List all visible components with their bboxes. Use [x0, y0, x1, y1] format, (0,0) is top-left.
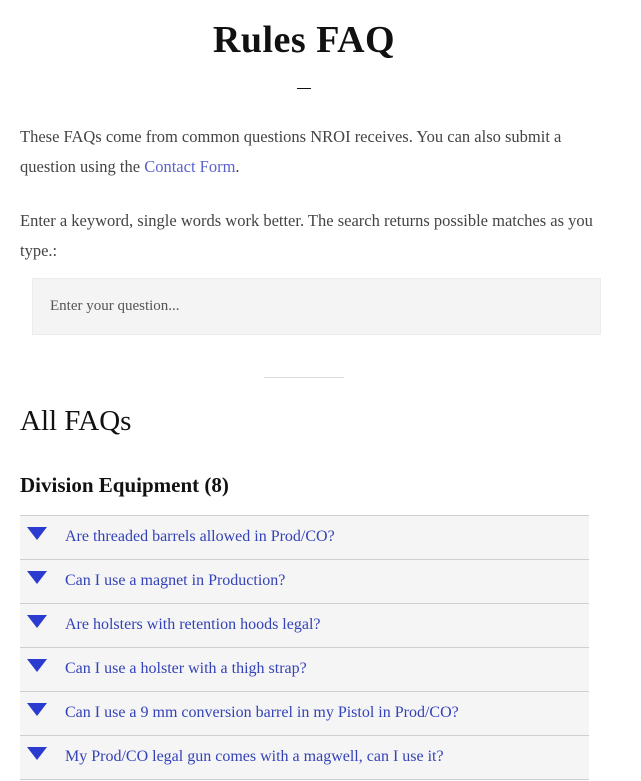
- caret-down-icon: [27, 571, 47, 584]
- caret-down-icon: [27, 659, 47, 672]
- faq-item[interactable]: [20, 648, 589, 692]
- faq-question[interactable]: Can I use a holster with a thigh strap?: [65, 660, 307, 677]
- faq-question[interactable]: Are holsters with retention hoods legal?: [65, 616, 321, 633]
- intro-text: These FAQs come from common questions NROI receives. You can also submit a question using the: [20, 127, 562, 176]
- section-divider: [264, 377, 344, 378]
- faq-question[interactable]: Are threaded barrels allowed in Prod/CO?: [65, 528, 335, 545]
- page-title: Rules FAQ: [212, 19, 396, 61]
- search-instructions: Enter a keyword, single words work better. The search returns possible matches as you type.:: [20, 211, 593, 260]
- caret-down-icon: [27, 703, 47, 716]
- all-faqs-heading: All FAQs: [20, 405, 132, 437]
- caret-down-icon: [27, 747, 47, 760]
- category-heading: Division Equipment (8): [20, 473, 229, 497]
- faq-item[interactable]: [20, 604, 589, 648]
- faq-item[interactable]: [20, 560, 589, 604]
- faq-item[interactable]: [20, 736, 589, 780]
- faq-item[interactable]: [20, 692, 589, 736]
- caret-down-icon: [27, 527, 47, 540]
- caret-down-icon: [27, 615, 47, 628]
- intro-text-end: .: [235, 157, 240, 176]
- faq-question[interactable]: Can I use a magnet in Production?: [65, 572, 286, 589]
- intro-paragraph: [20, 122, 590, 182]
- faq-question[interactable]: Can I use a 9 mm conversion barrel in my Pistol in Prod/CO?: [65, 704, 459, 721]
- search-box[interactable]: [32, 278, 601, 335]
- faq-item[interactable]: [20, 516, 589, 560]
- title-divider: [297, 88, 311, 89]
- search-input[interactable]: [50, 298, 600, 315]
- contact-form-link[interactable]: Contact Form: [144, 157, 236, 176]
- faq-list: [20, 515, 589, 780]
- faq-question[interactable]: My Prod/CO legal gun comes with a magwell, can I use it?: [65, 748, 444, 765]
